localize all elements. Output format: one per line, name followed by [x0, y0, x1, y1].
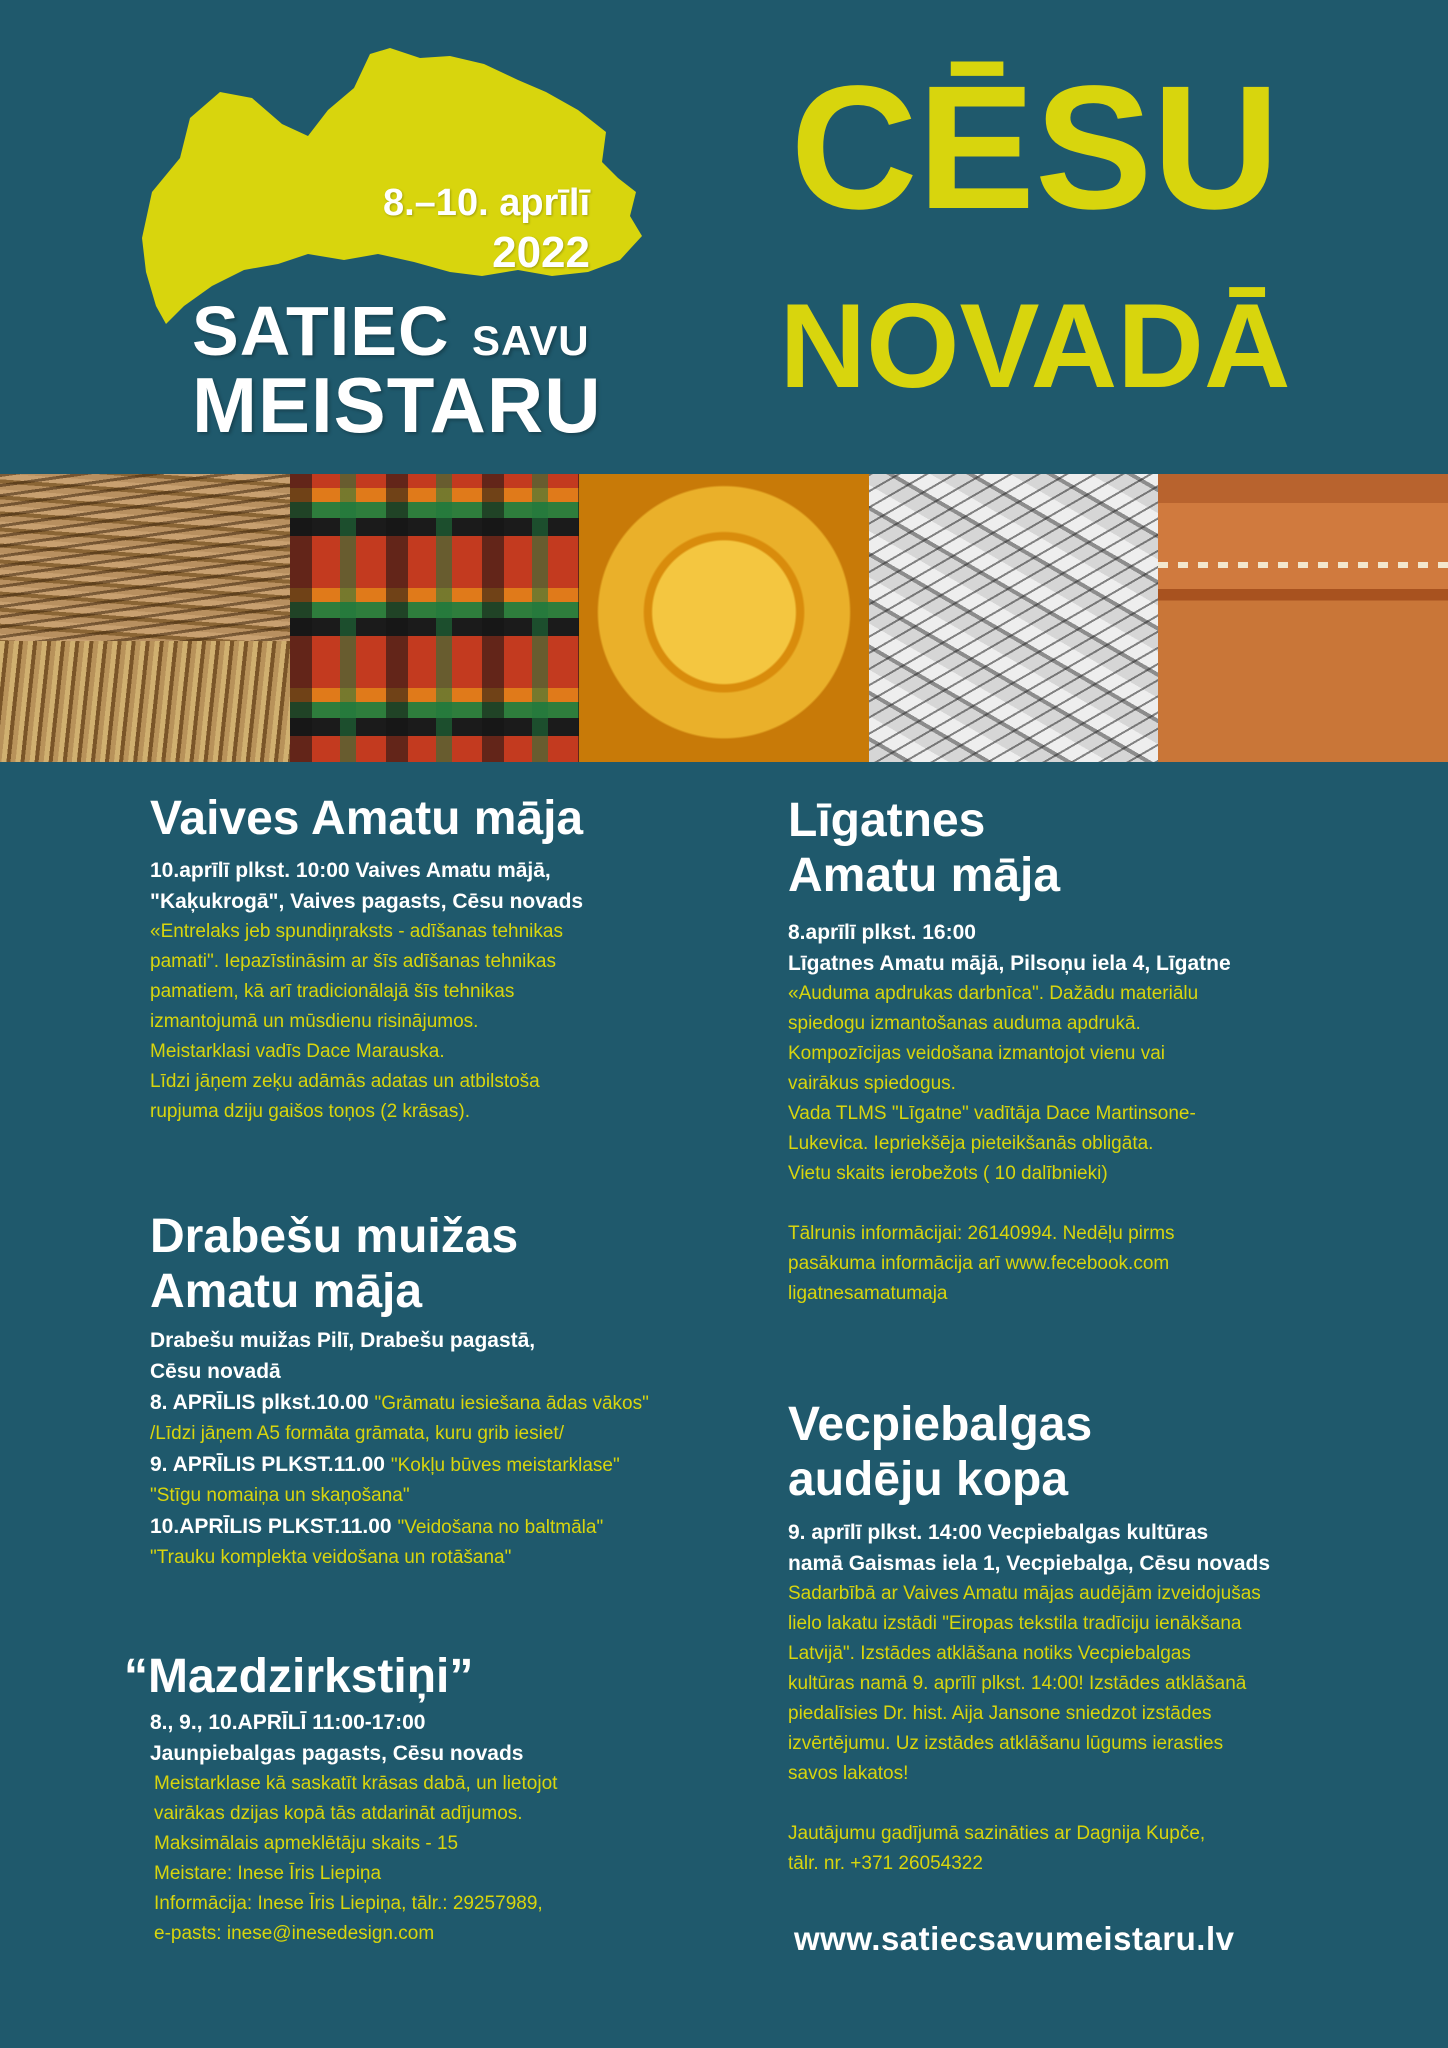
event-when: 10.APRĪLIS PLKST.11.00	[150, 1515, 392, 1539]
section-title: Vaives Amatu māja	[150, 792, 584, 845]
headline-cesu: CĒSU	[790, 50, 1280, 246]
event-details: 10.aprīlī plkst. 10:00 Vaives Amatu mājā, "Kaķukrogā", Vaives pagasts, Cēsu novads	[150, 858, 584, 913]
section-title: Drabešu muižas Amatu māja	[150, 1210, 519, 1318]
website-link[interactable]: www.satiecsavumeistaru.lv	[794, 1920, 1235, 1957]
event-details: 9. aprīlī plkst. 14:00 Vecpiebalgas kultūras namā Gaismas iela 1, Vecpiebalga, Cēsu novads	[788, 1521, 1271, 1576]
willow-weaving-photo	[0, 474, 290, 762]
event-item	[150, 1387, 730, 1419]
event-note: /Līdzi jāņem A5 formāta grāmata, kuru grib iesiet/	[150, 1423, 564, 1445]
event-when: 9. APRĪLIS PLKST.11.00	[150, 1453, 385, 1477]
engraved-metal-photo	[869, 474, 1159, 762]
event-description: Sadarbībā ar Vaives Amatu mājas audējām izveidojušas lielo lakatu izstādi "Eiropas tekstila tradīciju ienākšana Latvijā". Izstādes atklāšana notiks Vecpiebalgas kultūras namā 9. aprīlī plkst. 14:00! Izstādes atklāšanā piedalīsies Dr. hist. Aija Jansone sniedzot izstādes izvērtējumu. Uz izstādes atklāšanu lūgums ierasties savos lakatos!	[788, 1583, 1261, 1785]
event-item	[150, 1511, 730, 1543]
amber-glass-photo	[579, 474, 869, 762]
event-date-range: 8.–10. aprīlī	[382, 182, 590, 224]
event-note: "Trauku komplekta veidošana un rotāšana"	[150, 1547, 512, 1569]
event-what: "Kokļu būves meistarklase"	[390, 1455, 620, 1477]
event-description: «Auduma apdrukas darbnīca". Dažādu materiālu spiedogu izmantošanas auduma apdrukā. Kompozīcijas veidošana izmantojot vienu vai vairākus spiedogus. Vada TLMS "Līgatne" vadītāja Dace Martinsone- Lukevica. Iepriekšēja pieteikšanās obligāta. Vietu skaits ierobežots ( 10 dalībnieki)	[788, 983, 1199, 1185]
event-contact: Tālrunis informācijai: 26140994. Nedēļu pirms pasākuma informācija arī www.fecebook.com ligatnesamatumaja	[788, 1223, 1175, 1305]
event-description: Meistarklase kā saskatīt krāsas dabā, un lietojot vairākas dzijas kopā tās atdarināt adījumos. Maksimālais apmeklētāju skaits - 15 Meistare: Inese Īris Liepiņa Informācija: Inese Īris Liepiņa, tālr.: 29257989, e-pasts: inese@inesedesign.com	[154, 1772, 558, 1944]
brand-meistaru: MEISTARU	[192, 361, 602, 449]
event-what: "Grāmatu iesiešana ādas vākos"	[374, 1393, 649, 1415]
section-title: Līgatnes Amatu māja	[788, 794, 1061, 902]
brand-savu: SAVU	[472, 317, 590, 364]
event-contact: Jautājumu gadījumā sazināties ar Dagnija Kupče, tālr. nr. +371 26054322	[788, 1823, 1206, 1875]
event-note: "Stīgu nomaiņa un skaņošana"	[150, 1485, 410, 1507]
event-year: 2022	[492, 228, 590, 277]
section-vecpiebalgas	[788, 1398, 1348, 1879]
event-what: "Veidošana no baltmāla"	[397, 1517, 604, 1539]
event-item	[150, 1449, 730, 1481]
event-when: 8. APRĪLIS plkst.10.00	[150, 1391, 369, 1415]
section-mazdzirkstini	[124, 1650, 724, 1949]
event-description: «Entrelaks jeb spundiņraksts - adīšanas tehnikas pamati". Iepazīstināsim ar šīs adīšanas tehnikas pamatiem, kā arī tradicionālajā šīs tehnikas izmantojumā un mūsdienu risinājumos. Meistarklasi vadīs Dace Marauska. Līdzi jāņem zeķu adāmās adatas un atbilstoša rupjuma dziju gaišos toņos (2 krāsas).	[150, 920, 563, 1122]
event-details: 8., 9., 10.APRĪLĪ 11:00-17:00 Jaunpiebalgas pagasts, Cēsu novads	[150, 1710, 524, 1765]
event-location: Drabešu muižas Pilī, Drabešu pagastā, Cēsu novadā	[150, 1329, 536, 1384]
plaid-textile-photo	[290, 474, 580, 762]
event-details: 8.aprīlī plkst. 16:00 Līgatnes Amatu mājā, Pilsoņu iela 4, Līgatne	[788, 921, 1231, 976]
section-title: “Mazdzirkstiņi”	[124, 1650, 474, 1703]
section-title: Vecpiebalgas audēju kopa	[788, 1398, 1093, 1506]
brand-satiec: SATIEC	[192, 292, 450, 370]
craft-photo-strip	[0, 474, 1448, 762]
section-vaives	[150, 792, 710, 1127]
headline-novada: NOVADĀ	[779, 279, 1291, 413]
leather-photo	[1158, 474, 1448, 762]
section-drabesu	[150, 1210, 730, 1573]
section-ligatnes	[788, 794, 1348, 1309]
